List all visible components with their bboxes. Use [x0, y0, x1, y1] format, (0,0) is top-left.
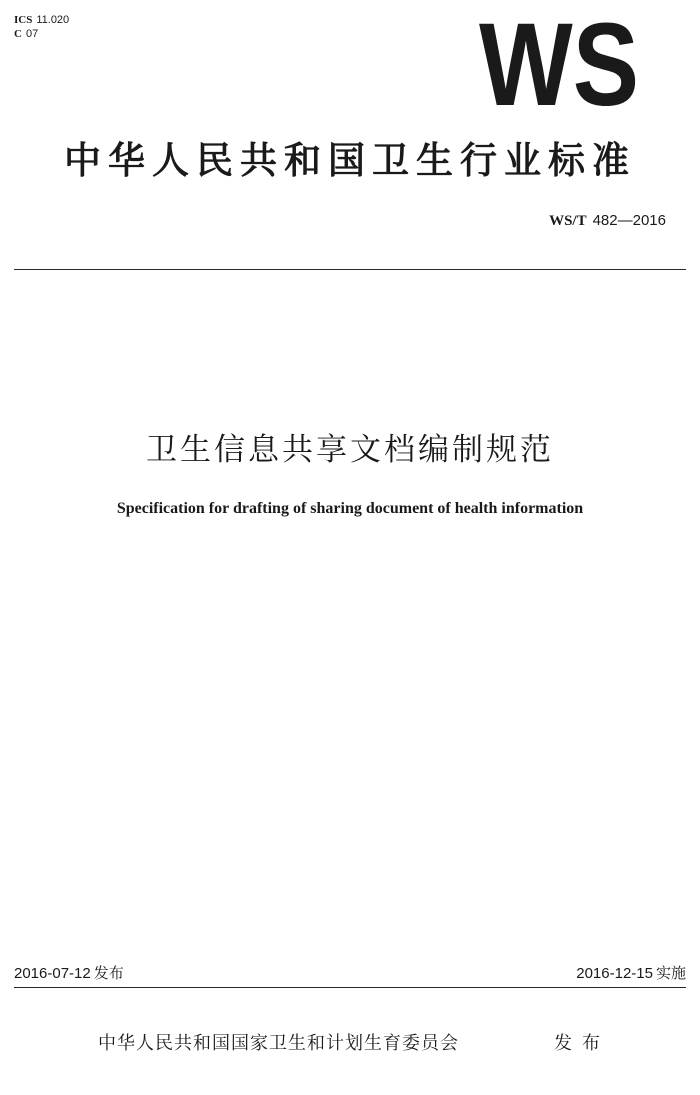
ws-logo-mark [476, 0, 642, 131]
ics-label: ICS [14, 14, 33, 26]
ccs-value: 07 [25, 28, 39, 40]
ccs-label: C [14, 28, 22, 40]
ws-logo [476, 0, 642, 131]
standard-title: 中华人民共和国卫生行业标准 [64, 139, 636, 182]
document-title: 卫生信息共享文档编制规范 [146, 432, 554, 468]
ccs-code [14, 27, 69, 41]
standard-number [549, 211, 666, 230]
footer-divider [14, 987, 686, 988]
issuer-name: 中华人民共和国国家卫生和计划生育委员会 [98, 1033, 459, 1054]
header-divider [14, 269, 686, 270]
publish-label: 发布 [93, 964, 124, 982]
document-subtitle: Specification for drafting of sharing document of health information [116, 500, 584, 517]
standard-number-value: 482—2016 [592, 212, 666, 229]
effective-date-block [576, 962, 686, 983]
standard-number-prefix: WS/T [549, 213, 587, 229]
publish-date-block [14, 962, 124, 983]
effective-date: 2016-12-15 [576, 965, 653, 982]
issuer-action: 发布 [554, 1033, 610, 1054]
publish-date: 2016-07-12 [14, 965, 91, 982]
ics-code [14, 13, 69, 27]
ics-value: 11.020 [36, 14, 70, 26]
effective-label: 实施 [655, 964, 686, 982]
ws-logo-text: WS [479, 0, 639, 131]
classification-codes [14, 13, 69, 41]
